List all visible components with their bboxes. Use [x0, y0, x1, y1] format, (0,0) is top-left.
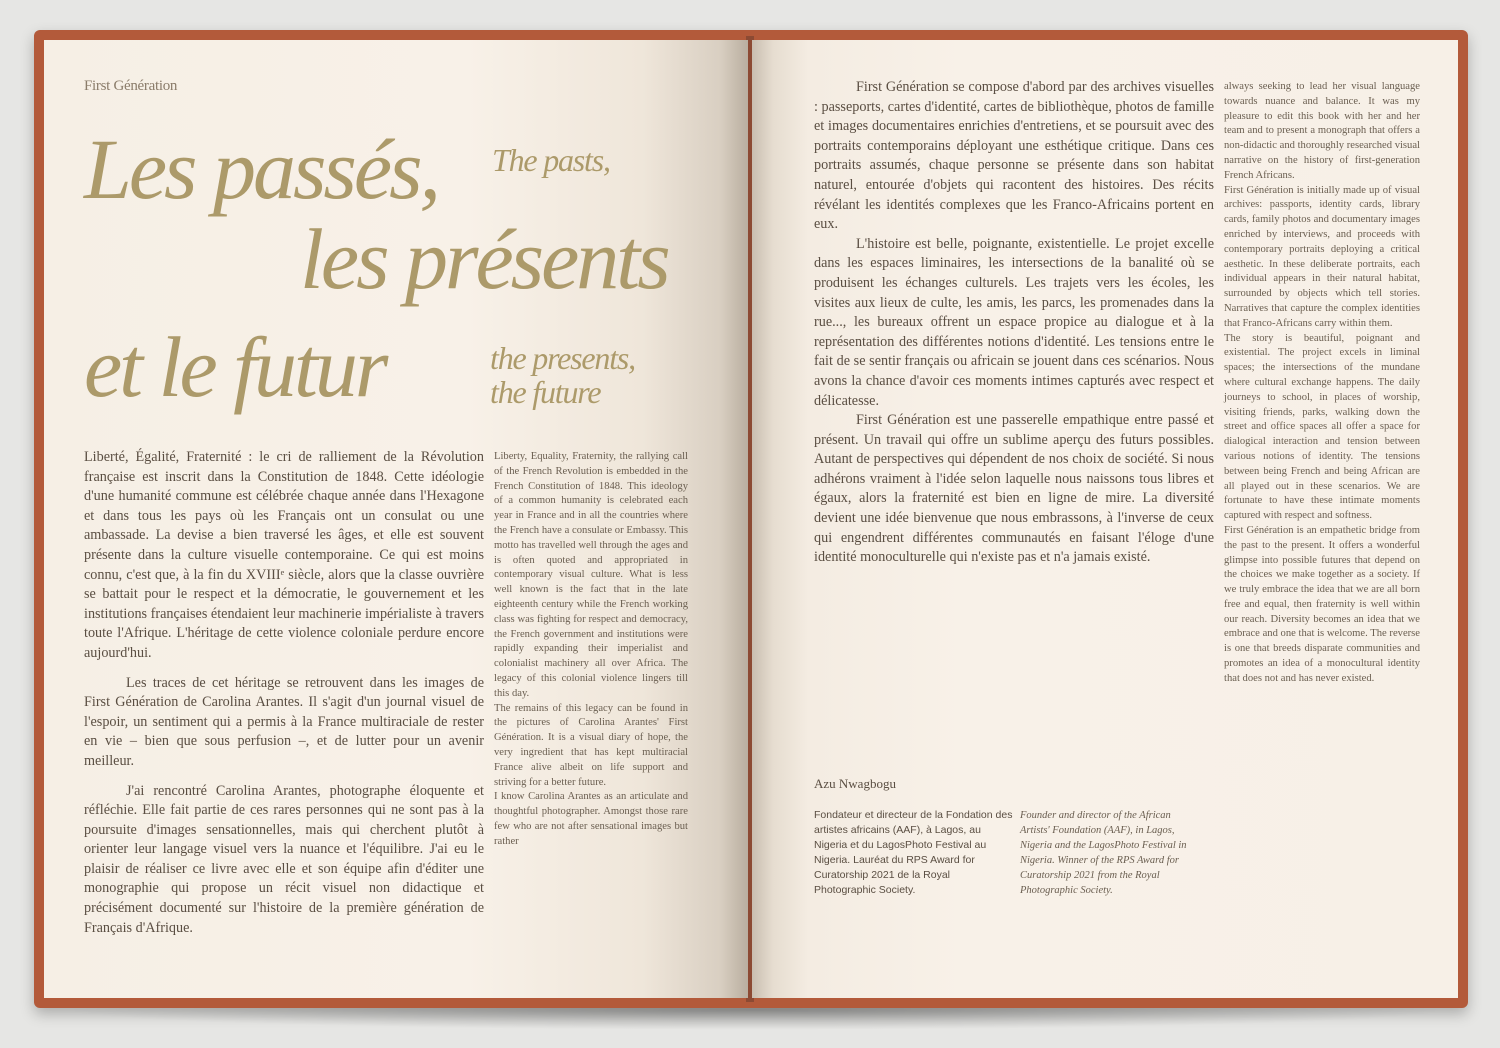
- running-header: First Génération: [84, 78, 178, 94]
- title-line-3: et le futur: [84, 319, 386, 415]
- subtitle-line-3: the future: [490, 374, 601, 410]
- french-paragraph: First Génération se compose d'abord par des archives visuelles : passeports, cartes d'identité, cartes de bibliothèque, photos de famille et images documentaires enrichies d'entretiens, et se poursuit avec des portraits contemporains déployant une esthétique critique. Dans ces portraits assumés, chaque personne se présente dans son habitat naturel, entourée d'objets qui racontent des histoires. Des récits révélant les identités complexes que les Franco-Africains portent en eux.: [814, 79, 1214, 233]
- french-text-column: [84, 448, 484, 938]
- english-paragraph: First Génération is initially made up of visual archives: passports, identity cards, library cards, family photos and documentary images enriched by interviews, and proceeds with contemporary portraits deploying a critical aesthetic. In these deliberate portraits, each individual appears in their natural habitat, surrounded by objects which tell stories. Narratives that capture the complex identities that Franco-Africans carry within them.: [1224, 184, 1420, 329]
- french-paragraph: L'histoire est belle, poignante, existentielle. Le projet excelle dans les espaces liminaires, les intersections de la banalité où se produisent les échanges culturels. Les trajets vers les écoles, les visites aux lieux de culte, les amis, les parcs, les promenades dans la rue..., les bureaux offrent un espace propice au dialogue et à la représentation des différentes notions d'identité. Les tensions entre le fait de se sentir français ou africain se jouent dans ces scénarios. Nous avons la chance d'avoir ces moments intimes capturés avec respect et délicatesse.: [814, 235, 1214, 409]
- author-bio-english: Founder and director of the African Artists' Foundation (AAF), in Lagos, Nigeria and the LagosPhoto Festival in Nigeria. Winner of the RPS Award for Curatorship 2021 from the Royal Photographic Society.: [1020, 810, 1187, 896]
- author-bio-french: Fondateur et directeur de la Fondation des artistes africains (AAF), à Lagos, au Nigeria et du LagosPhoto Festival au Nigeria. Lauréat du RPS Award for Curatorship 2021 de la Royal Photographic Society.: [814, 809, 1013, 896]
- english-paragraph: I know Carolina Arantes as an articulate and thoughtful photographer. Amongst those rare few who are not after sensational images but rather: [494, 791, 688, 847]
- right-page: [752, 40, 1458, 998]
- english-paragraph: Liberty, Equality, Fraternity, the rallying call of the French Revolution is embedded in the French Constitution of 1848. This ideology of a common humanity is celebrated each year in France and in all the countries where the French have a consulate or Embassy. This motto has travelled well through the ages and is often quoted and appropriated in contemporary visual culture. What is less well known is the fact that in the late eighteenth century while the French working class was fighting for respect and democracy, the French government and institutions were rapidly expanding their imperialist and colonialist machinery all over Africa. The legacy of this colonial violence lingers till this day.: [494, 451, 688, 699]
- english-paragraph: always seeking to lead her visual language towards nuance and balance. It was my pleasure to edit this book with her and her team and to present a monograph that offers a non-didactic and thoroughly researched visual narrative on the history of first-generation French Africans.: [1224, 81, 1420, 181]
- author-name: Azu Nwagbogu: [814, 776, 896, 791]
- french-text-column: [814, 78, 1214, 568]
- title-line-2: les présents: [300, 211, 668, 307]
- french-paragraph: J'ai rencontré Carolina Arantes, photographe éloquente et réfléchie. Elle fait partie de ces rares personnes qui ne sont pas à la poursuite d'images sensationnelles, mais qui cherchent plutôt à orienter leur langage visuel vers la nuance et l'équilibre. J'ai eu le plaisir de réaliser ce livre avec elle et son équipe afin d'éditer une monographie qui propose un récit visuel non didactique et précisément documenté sur l'histoire de la première génération de Français d'Afrique.: [84, 782, 484, 936]
- subtitle-line-1: The pasts,: [492, 142, 610, 178]
- english-paragraph: First Génération is an empathetic bridge from the past to the present. It offers a wonderful glimpse into possible futures that depend on the choices we make together as a society. If we truly embrace the idea that we are all born free and equal, then fraternity is well within our reach. Diversity becomes an idea that we embrace and one that is welcome. The reverse is one that breeds disparate communities and promotes an idea of a monocultural identity that does not and has never existed.: [1224, 524, 1420, 684]
- subtitle-line-2: the presents,: [490, 340, 635, 376]
- english-paragraph: The story is beautiful, poignant and existential. The project excels in liminal spaces; the intersections of the mundane where cultural exchange happens. The daily journeys to school, in places of worship, visiting friends, parks, walking down the street and office spaces all offer a space for dialogical interaction and tension between various notions of identity. The tensions between being French and being African are all played out in these scenarios. We are fortunate to have these intimate moments captured with respect and softness.: [1224, 332, 1420, 522]
- left-page: [44, 40, 748, 998]
- french-paragraph: Liberté, Égalité, Fraternité : le cri de ralliement de la Révolution française est inscrit dans la Constitution de 1848. Cette idéologie d'une humanité commune est célébrée chaque année dans l'Hexagone et dans tous les pays où les Français ont un consulat ou une ambassade. La devise a bien traversé les âges, et elle est souvent présente dans la culture visuelle contemporaine. Ce qui est moins connu, c'est que, à la fin du XVIIIᵉ siècle, alors que la classe ouvrière se battait pour le respect et la démocratie, le gouvernement et les institutions françaises étendaient leur machinerie impérialiste à travers toute l'Afrique. L'héritage de cette violence coloniale perdure encore aujourd'hui.: [84, 449, 484, 661]
- english-text-column: [1224, 80, 1420, 687]
- english-text-column: [494, 450, 688, 850]
- title-line-1: Les passés,: [84, 121, 439, 217]
- english-paragraph: The remains of this legacy can be found in the pictures of Carolina Arantes' First Génération. It is a visual diary of hope, the very ingredient that has kept multiracial France alive albeit on life support and striving for a better future.: [494, 702, 688, 788]
- french-paragraph: First Génération est une passerelle empathique entre passé et présent. Un travail qui offre un sublime aperçu des futurs possibles. Autant de perspectives qui dépendent de nos choix de société. Si nous adhérons vraiment à l'idée selon laquelle nous naissons tous libres et égaux, alors la fraternité est bien en ligne de mire. La diversité devient une idée bienvenue que nous embrassons, à l'inverse de ceux qui engendrent différentes communautés en faisant l'éloge d'une identité monoculturelle qui n'existe pas et n'a jamais existé.: [814, 412, 1214, 566]
- french-paragraph: Les traces de cet héritage se retrouvent dans les images de First Génération de Carolina Arantes. Il s'agit d'un journal visuel de l'espoir, un sentiment qui a permis à la France multiraciale de rester en vie – bien que sous perfusion –, et de lutter pour un avenir meilleur.: [84, 674, 484, 769]
